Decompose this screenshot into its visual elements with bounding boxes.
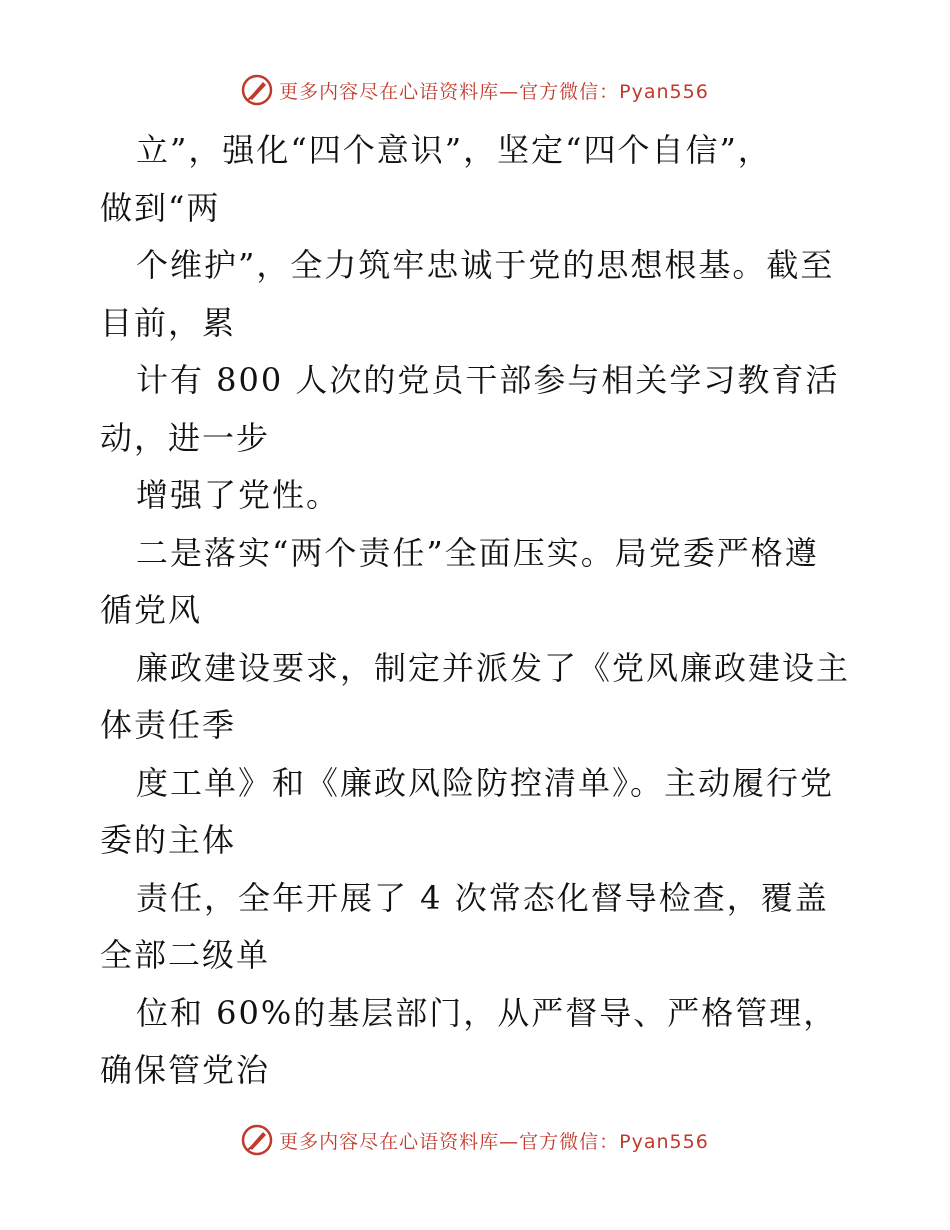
text-line: 增强了党性。 — [136, 476, 341, 514]
text-line: 动，进一步 — [100, 418, 271, 457]
text-line: 做到“两 — [100, 188, 221, 227]
text-line: 立”，强化“四个意识”，坚定“四个自信”， — [136, 131, 772, 169]
quill-pen-logo-icon — [241, 1124, 273, 1156]
header-banner-text: 更多内容尽在心语资料库—官方微信：Pyan556 — [279, 80, 709, 103]
text-line: 廉政建设要求，制定并派发了《党风廉政建设主 — [136, 648, 851, 687]
text-line: 位和 60%的基层部门，从严督导、严格管理， — [136, 993, 838, 1032]
text-line: 个维护”，全力筑牢忠诚于党的思想根基。截至 — [136, 246, 835, 284]
footer-banner-text: 更多内容尽在心语资料库—官方微信：Pyan556 — [279, 1130, 709, 1153]
text-line: 责任，全年开展了 4 次常态化督导检查，覆盖 — [136, 878, 829, 917]
quill-pen-logo-icon — [241, 74, 273, 106]
header-banner — [0, 70, 950, 110]
text-line: 计有 800 人次的党员干部参与相关学习教育活 — [136, 361, 840, 399]
footer-banner — [0, 1120, 950, 1160]
text-line: 委的主体 — [100, 821, 237, 859]
document-body — [100, 122, 860, 1100]
text-line: 确保管党治 — [100, 1051, 271, 1089]
text-line: 全部二级单 — [100, 936, 271, 974]
text-line: 体责任季 — [100, 706, 237, 744]
text-line: 目前，累 — [100, 303, 237, 342]
text-line: 度工单》和《廉政风险防控清单》。主动履行党 — [136, 763, 835, 802]
text-line: 循党风 — [100, 591, 203, 629]
text-line: 二是落实“两个责任”全面压实。局党委严格遵 — [136, 533, 819, 572]
